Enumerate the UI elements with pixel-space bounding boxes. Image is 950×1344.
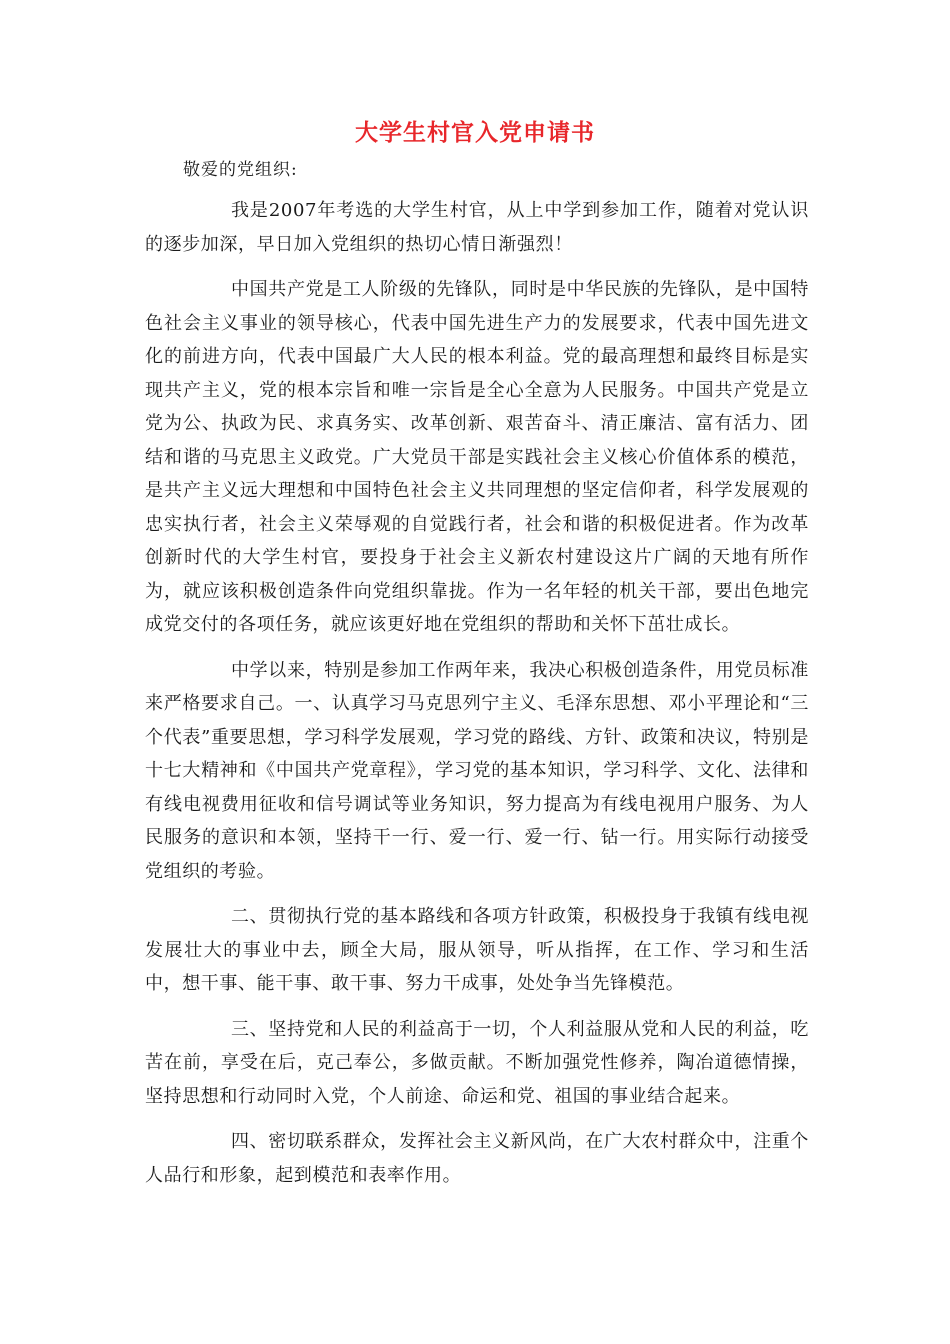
paragraph-6: 四、密切联系群众，发挥社会主义新风尚，在广大农村群众中，注重个人品行和形象，起到模范和表率作用。 <box>145 1131 809 1186</box>
salutation: 敬爱的党组织: <box>183 160 298 180</box>
document-title: 大学生村官入党申请书 <box>355 120 595 146</box>
paragraph-1: 我是2007年考选的大学生村官，从上中学到参加工作，随着对党认识的逐步加深，早日加入党组织的热切心情日渐强烈！ <box>145 200 809 255</box>
document-body <box>145 194 809 1204</box>
paragraph-4: 二、贯彻执行党的基本路线和各项方针政策，积极投身于我镇有线电视发展壮大的事业中去，顾全大局，服从领导，听从指挥，在工作、学习和生活中，想干事、能干事、敢干事、努力干成事，处处争当先锋模范。 <box>145 906 809 994</box>
paragraph-5: 三、坚持党和人民的利益高于一切，个人利益服从党和人民的利益，吃苦在前，享受在后，克己奉公，多做贡献。不断加强党性修养，陶冶道德情操，坚持思想和行动同时入党，个人前途、命运和党、祖国的事业结合起来。 <box>145 1018 809 1107</box>
paragraph-2: 中国共产党是工人阶级的先锋队，同时是中华民族的先锋队，是中国特色社会主义事业的领导核心，代表中国先进生产力的发展要求，代表中国先进文化的前进方向，代表中国最广大人民的根本利益。党的最高理想和最终目标是实现共产主义，党的根本宗旨和唯一宗旨是全心全意为人民服务。中国共产党是立党为公、执政为民、求真务实、改革创新、艰苦奋斗、清正廉洁、富有活力、团结和谐的马克思主义政党。广大党员干部是实践社会主义核心价值体系的模范，是共产主义远大理想和中国特色社会主义共同理想的坚定信仰者，科学发展观的忠实执行者，社会主义荣辱观的自觉践行者，社会和谐的积极促进者。作为改革创新时代的大学生村官，要投身于社会主义新农村建设这片广阔的天地有所作为，就应该积极创造条件向党组织靠拢。作为一名年轻的机关干部，要出色地完成党交付的各项任务，就应该更好地在党组织的帮助和关怀下茁壮成长。 <box>145 279 809 635</box>
paragraph-3: 中学以来，特别是参加工作两年来，我决心积极创造条件，用党员标准来严格要求自己。一、认真学习马克思列宁主义、毛泽东思想、邓小平理论和“三个代表”重要思想，学习科学发展观，学习党的路线、方针、政策和决议，特别是十七大精神和《中国共产党章程》，学习党的基本知识，学习科学、文化、法律和有线电视费用征收和信号调试等业务知识，努力提高为有线电视用户服务、为人民服务的意识和本领，坚持干一行、爱一行、爱一行、钻一行。用实际行动接受党组织的考验。 <box>145 659 809 882</box>
